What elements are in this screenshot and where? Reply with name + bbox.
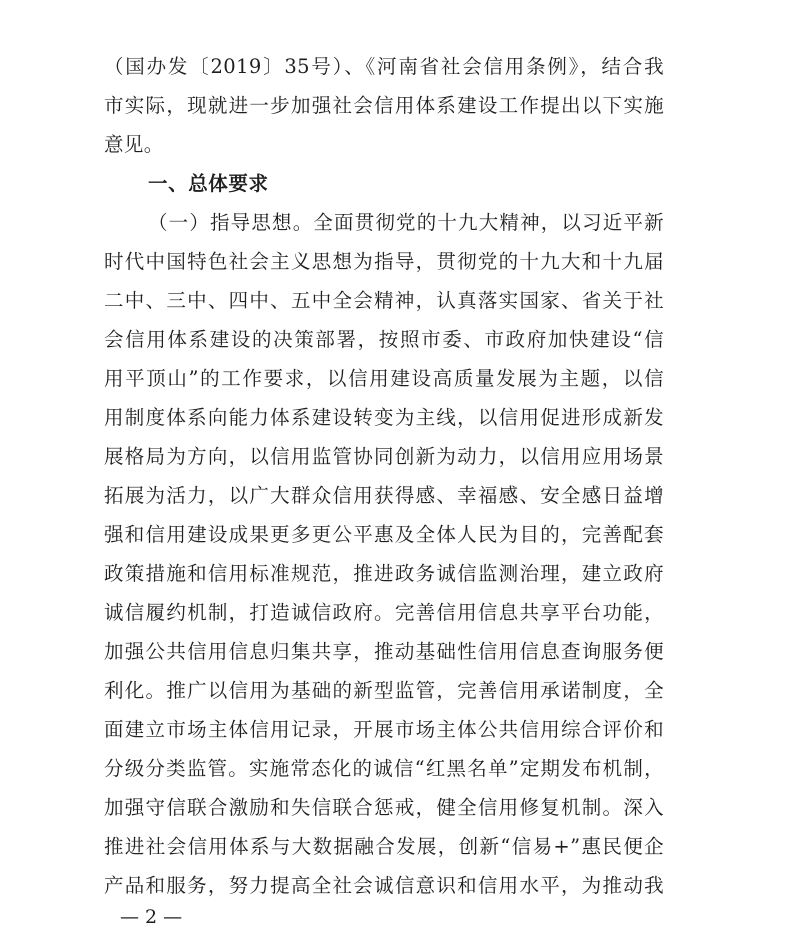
paragraph-line: 加强公共信用信息归集共享，推动基础性信用信息查询服务便 [104,640,664,663]
paragraph-line: 拓展为活力，以广大群众信用获得感、幸福感、安全感日益增 [104,484,664,507]
paragraph-line: 分级分类监管。实施常态化的诚信“红黑名单”定期发布机制， [104,757,664,780]
paragraph-line: 用平顶山”的工作要求，以信用建设高质量发展为主题，以信 [104,367,664,390]
paragraph-line: （国办发〔2019〕35号）、《河南省社会信用条例》，结合我 [104,55,664,78]
section-heading: 一、总体要求 [148,172,269,195]
paragraph-line: 面建立市场主体信用记录，开展市场主体公共信用综合评价和 [104,718,664,741]
paragraph-line: 政策措施和信用标准规范，推进政务诚信监测治理，建立政府 [104,562,664,585]
paragraph-line: 时代中国特色社会主义思想为指导，贯彻党的十九大和十九届 [104,250,664,273]
paragraph-line: 展格局为方向，以信用监管协同创新为动力，以信用应用场景 [104,445,664,468]
paragraph-line: 利化。推广以信用为基础的新型监管，完善信用承诺制度，全 [104,679,664,702]
page-number: — 2 — [120,906,183,928]
paragraph-line: 二中、三中、四中、五中全会精神，认真落实国家、省关于社 [104,289,664,312]
paragraph-line: 诚信履约机制，打造诚信政府。完善信用信息共享平台功能， [104,601,664,624]
paragraph-line: 会信用体系建设的决策部署，按照市委、市政府加快建设“信 [104,328,664,351]
paragraph-line: （一）指导思想。全面贯彻党的十九大精神，以习近平新 [148,211,664,234]
paragraph-line: 加强守信联合激励和失信联合惩戒，健全信用修复机制。深入 [104,796,664,819]
paragraph-line: 市实际，现就进一步加强社会信用体系建设工作提出以下实施 [104,94,664,117]
paragraph-line: 意见。 [104,133,164,156]
paragraph-line: 产品和服务，努力提高全社会诚信意识和信用水平，为推动我 [104,874,664,897]
paragraph-line: 强和信用建设成果更多更公平惠及全体人民为目的，完善配套 [104,523,664,546]
paragraph-line: 用制度体系向能力体系建设转变为主线，以信用促进形成新发 [104,406,664,429]
paragraph-line: 推进社会信用体系与大数据融合发展，创新“信易+”惠民便企 [104,835,664,858]
